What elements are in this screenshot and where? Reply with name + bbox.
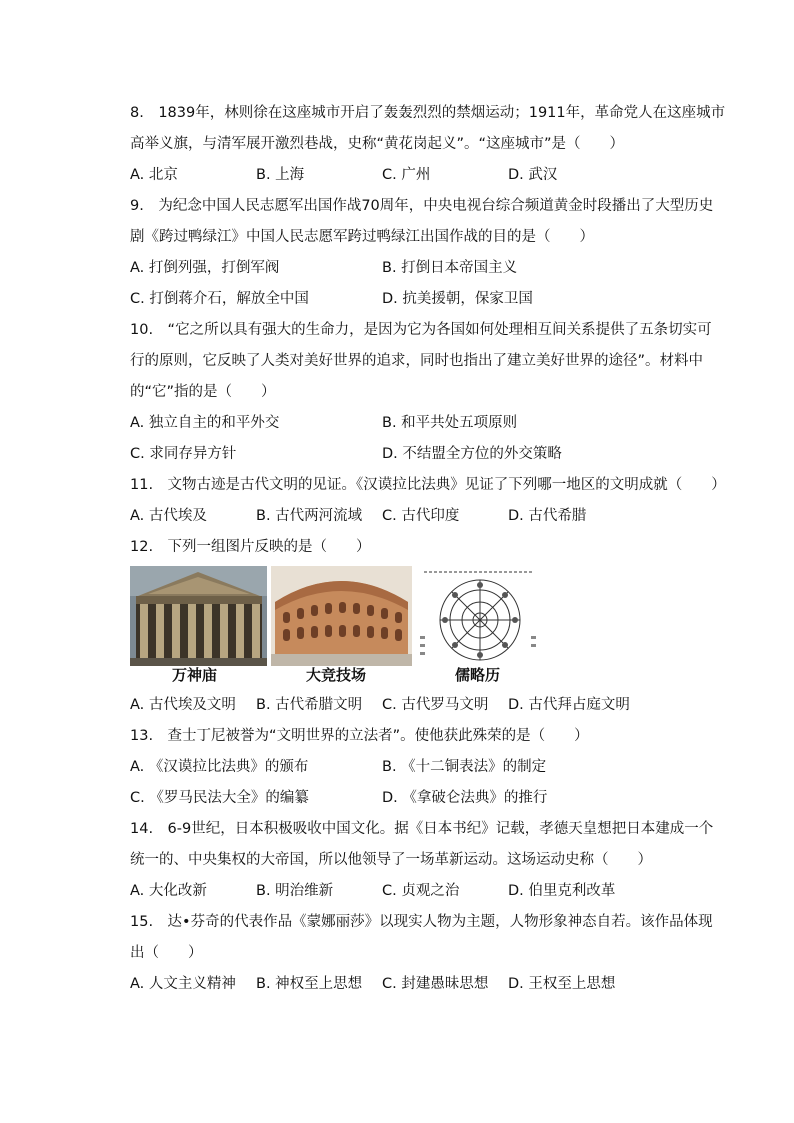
- caption-julian-calendar: 儒略历: [455, 666, 501, 684]
- q13-option-a: A. 《汉谟拉比法典》的颁布: [130, 759, 309, 775]
- q13-option-b: B. 《十二铜表法》的制定: [382, 759, 547, 775]
- q10-option-a: A. 独立自主的和平外交: [130, 415, 280, 431]
- colosseum-image: [271, 566, 412, 666]
- q11-stem-line1: 11. 文物古迹是古代文明的见证。《汉谟拉比法典》见证了下列哪一地区的文明成就（ ）: [130, 477, 726, 493]
- q12-option-a: A. 古代埃及文明: [130, 697, 236, 713]
- q12-stem-line1: 12. 下列一组图片反映的是（ ）: [130, 539, 371, 555]
- q14-option-c: C. 贞观之治: [382, 883, 460, 899]
- q10-stem-line3: 的“它”指的是（ ）: [130, 384, 276, 400]
- q12-option-c: C. 古代罗马文明: [382, 697, 489, 713]
- q9-stem-line1: 9. 为纪念中国人民志愿军出国作战70周年，中央电视台综合频道黄金时段播出了大型历史: [130, 198, 714, 214]
- q10-option-b: B. 和平共处五项原则: [382, 415, 518, 431]
- q9-option-d: D. 抗美援朝，保家卫国: [382, 291, 533, 307]
- q15-option-c: C. 封建愚昧思想: [382, 976, 489, 992]
- q13-stem-line1: 13. 查士丁尼被誉为“文明世界的立法者”。使他获此殊荣的是（ ）: [130, 728, 589, 744]
- q9-option-c: C. 打倒蒋介石，解放全中国: [130, 291, 309, 307]
- pantheon-image: [130, 566, 267, 666]
- q8-option-b: B. 上海: [256, 167, 305, 183]
- q8-stem-line1: 8. 1839年，林则徐在这座城市开启了轰轰烈烈的禁烟运动；1911年，革命党人在这座城市: [130, 105, 726, 121]
- q14-stem-line1: 14. 6-9世纪，日本积极吸收中国文化。据《日本书纪》记载，孝德天皇想把日本建成一个: [130, 821, 714, 837]
- q15-stem-line2: 出（ ）: [130, 945, 203, 961]
- q12-option-d: D. 古代拜占庭文明: [508, 697, 630, 713]
- q11-option-a: A. 古代埃及: [130, 508, 207, 524]
- q11-option-c: C. 古代印度: [382, 508, 460, 524]
- q15-stem-line1: 15. 达•芬奇的代表作品《蒙娜丽莎》以现实人物为主题，人物形象神态自若。该作品体现: [130, 914, 713, 930]
- q14-option-d: D. 伯里克利改革: [508, 883, 616, 899]
- q10-stem-line1: 10. “它之所以具有强大的生命力，是因为它为各国如何处理相互间关系提供了五条切实可: [130, 322, 712, 338]
- caption-pantheon: 万神庙: [172, 666, 218, 684]
- q11-option-b: B. 古代两河流域: [256, 508, 363, 524]
- caption-colosseum: 大竞技场: [306, 666, 367, 684]
- q8-option-a: A. 北京: [130, 167, 178, 183]
- q8-stem-line2: 高举义旗，与清军展开激烈巷战，史称“黄花岗起义”。“这座城市”是（ ）: [130, 136, 625, 152]
- q8-option-c: C. 广州: [382, 167, 431, 183]
- q9-stem-line2: 剧《跨过鸭绿江》中国人民志愿军跨过鸭绿江出国作战的目的是（ ）: [130, 229, 594, 245]
- q10-option-c: C. 求同存异方针: [130, 446, 237, 462]
- q14-option-b: B. 明治维新: [256, 883, 334, 899]
- q8-option-d: D. 武汉: [508, 167, 558, 183]
- q13-option-c: C. 《罗马民法大全》的编纂: [130, 790, 309, 806]
- q9-option-b: B. 打倒日本帝国主义: [382, 260, 518, 276]
- julian-calendar-image: [416, 566, 540, 666]
- q10-option-d: D. 不结盟全方位的外交策略: [382, 446, 562, 462]
- q15-option-a: A. 人文主义精神: [130, 976, 236, 992]
- q15-option-b: B. 神权至上思想: [256, 976, 363, 992]
- q15-option-d: D. 王权至上思想: [508, 976, 616, 992]
- q13-option-d: D. 《拿破仑法典》的推行: [382, 790, 548, 806]
- q11-option-d: D. 古代希腊: [508, 508, 587, 524]
- q10-stem-line2: 行的原则，它反映了人类对美好世界的追求，同时也指出了建立美好世界的途径”。材料中: [130, 353, 704, 369]
- q14-option-a: A. 大化改新: [130, 883, 207, 899]
- q9-option-a: A. 打倒列强，打倒军阀: [130, 260, 280, 276]
- q12-option-b: B. 古代希腊文明: [256, 697, 363, 713]
- q14-stem-line2: 统一的、中央集权的大帝国，所以他领导了一场革新运动。这场运动史称（ ）: [130, 852, 652, 868]
